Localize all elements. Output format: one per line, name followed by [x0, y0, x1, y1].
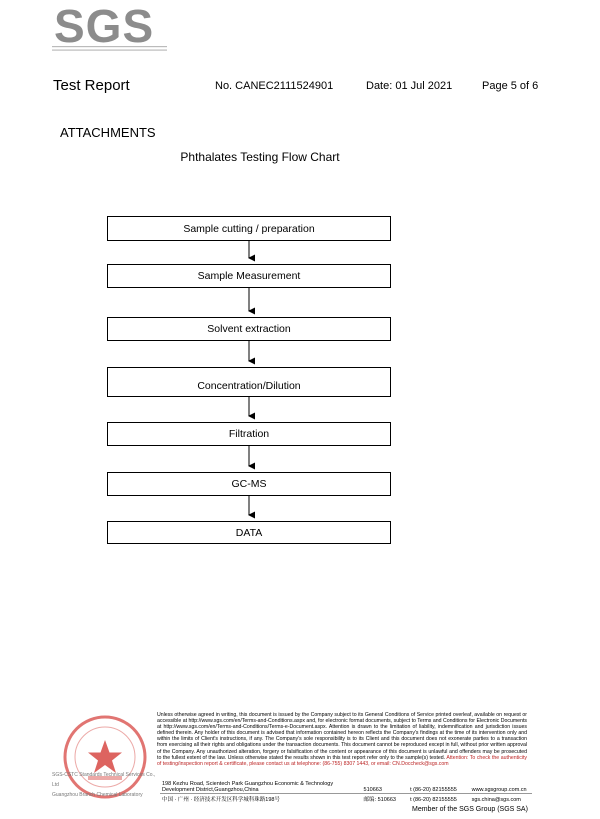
flow-step-gc-ms: GC-MS — [107, 472, 391, 496]
email-cn[interactable]: sgs.china@sgs.com — [471, 797, 521, 803]
address-cn: 中国 · 广州 · 经济技术开发区科学城科珠路198号 — [162, 797, 280, 803]
section-title: ATTACHMENTS — [60, 125, 156, 140]
address-row-en — [162, 781, 532, 793]
web-en[interactable]: www.sgsgroup.com.cn — [471, 787, 527, 793]
flow-step-filtration: Filtration — [107, 422, 391, 446]
disclaimer-text: Unless otherwise agreed in writing, this document is issued by the Company subject to its General Conditions of Service printed overleaf, available on request or accessible at http://www.sgs.com/en/Terms-and-Conditions.aspx and, for electronic format documents, subject to Terms and Conditions for Electronic Documents at http://www.sgs.com/en/Terms-and-Conditions/Terms-e-Document.aspx. Attention is drawn to the limitation of liability, indemnification and jurisdiction issues defined therein. Any holder of this document is advised that information contained hereon reflects the Company's findings at the time of its intervention only and within the limits of Client's instructions, if any. The Company's sole responsibility is to its Client and this document does not exonerate parties to a transaction from exercising all their rights and obligations under the transaction documents. This document cannot be reproduced except in full, without prior written approval of the Company. Any unauthorized alteration, forgery or falsification of the content or appearance of this document is unlawful and offenders may be prosecuted to the fullest extent of the law. Unless otherwise stated the results shown in this test report refer only to the sample(s) tested. — [157, 712, 527, 761]
member-text: Member of the SGS Group (SGS SA) — [412, 806, 528, 813]
tel-en: t (86-20) 82155555 — [410, 787, 457, 793]
lab-name-line-1: SGS-CSTC Standards Technical Services Co., Ltd — [52, 772, 156, 788]
report-date: Date: 01 Jul 2021 — [366, 80, 453, 92]
flow-step-sample-measurement: Sample Measurement — [107, 264, 391, 288]
flow-chart-title: Phthalates Testing Flow Chart — [180, 150, 340, 164]
lab-name — [52, 770, 160, 800]
flow-step-data: DATA — [107, 521, 391, 544]
page-number: Page 5 of 6 — [482, 80, 539, 92]
postcode-en: 510663 — [363, 787, 382, 793]
logo-text: SGS — [54, 2, 155, 52]
flow-step-solvent-extraction: Solvent extraction — [107, 317, 391, 341]
flow-step-sample-cutting: Sample cutting / preparation — [107, 216, 391, 241]
postcode-cn: 邮编: 510663 — [363, 797, 396, 803]
report-title: Test Report — [53, 77, 130, 94]
flow-step-concentration: Concentration/Dilution — [107, 367, 391, 397]
address-separator — [160, 793, 532, 794]
tel-cn: t (86-20) 82155555 — [410, 797, 457, 803]
lab-name-line-2: Guangzhou Branch Chemical Laboratory — [52, 792, 143, 798]
address-row-cn — [162, 795, 532, 803]
attention-text: Attention: To check the authenticity of testing/inspection report & certificate, please contact us at telephone: (86-755) 8307 1443, or email: CN.Doccheck@sgs.com — [157, 754, 527, 767]
disclaimer-block — [157, 712, 527, 767]
report-number: No. CANEC2111524901 — [215, 80, 334, 92]
address-en: 198 Kezhu Road, Scientech Park Guangzhou Economic & Technology Development District,Guangzhou,China — [162, 781, 334, 793]
